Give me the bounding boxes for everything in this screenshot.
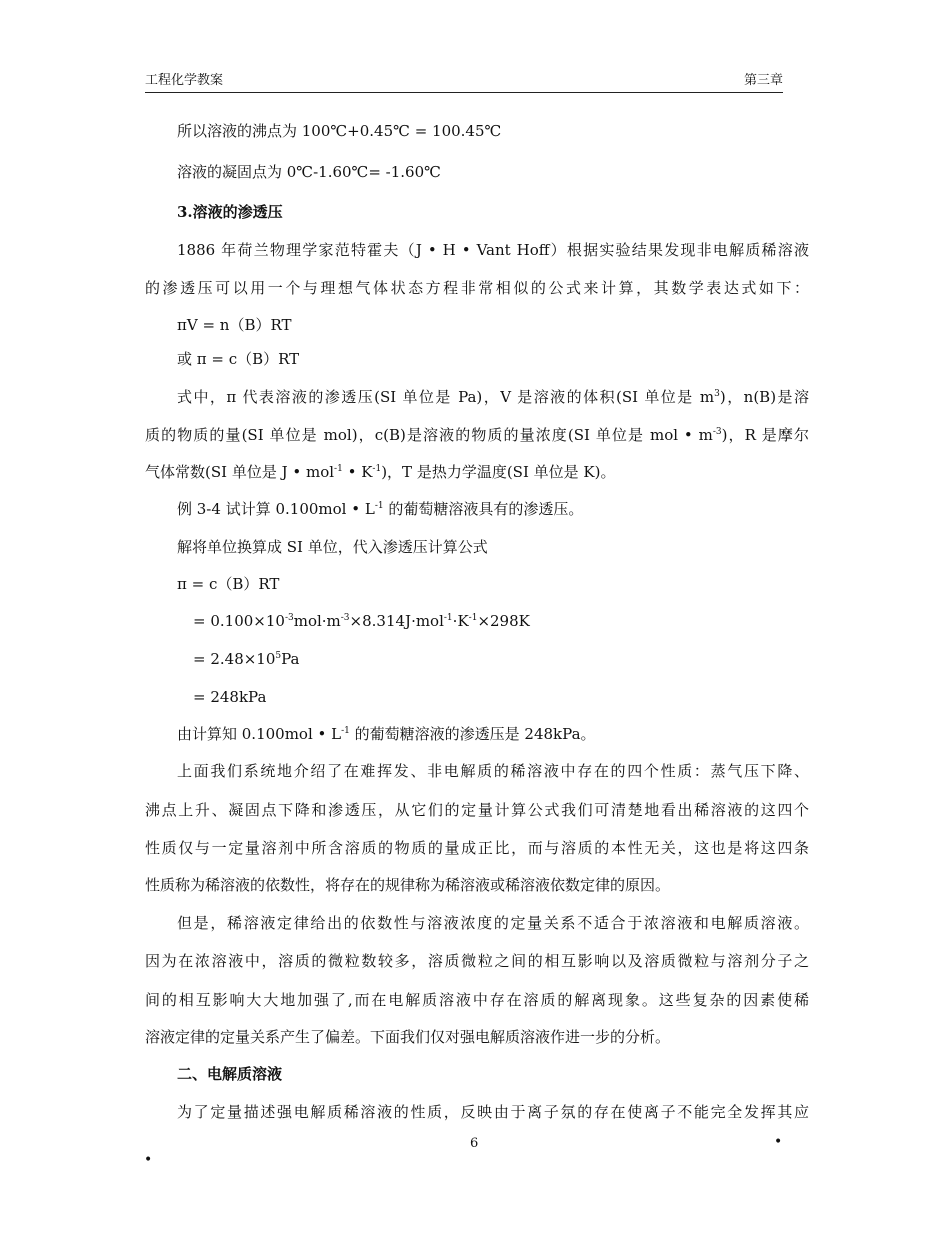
text-line: 溶液的凝固点为 0℃-1.60℃= -1.60℃ [177,163,441,181]
text-line: 但是，稀溶液定律给出的依数性与溶液浓度的定量关系不适合于浓溶液和电解质溶液。 [177,914,809,932]
page-number: 6 [470,1136,479,1151]
text-line: 气体常数(SI 单位是 J • mol$^{-1}$ • $K^{-1}$)，T 是热力学温度(SI 单位是 K)。 [145,463,616,481]
formula-line: πV = n（B）RT [177,316,292,334]
text-line: 间的相互影响大大地加强了,而在电解质溶液中存在溶质的解离现象。这些复杂的因素使稀 [145,991,809,1009]
page-header [145,66,783,93]
text-line: 例 3-4 试计算 0.100mol • $L^{-1}$ 的葡萄糖溶液具有的渗透压。 [177,500,584,518]
text-line: 所以溶液的沸点为 100℃+0.45℃ = 100.45℃ [177,122,502,140]
section-heading: 二、电解质溶液 [177,1065,283,1083]
formula-line: = $0.100\times 10^{-3}mol\cdot m^{-3}\times 8.314J\cdot mol^{-1}\cdot K^{-1}\times 298K$ [193,612,530,630]
header-title: 工程化学教案 [145,73,224,88]
text-line: 上面我们系统地介绍了在难挥发、非电解质的稀溶液中存在的四个性质：蒸气压下降、 [177,762,809,780]
text-line: 质的物质的量(SI 单位是 mol)，c(B)是溶液的物质的量浓度(SI 单位是 mol • $m^{-3}$)，R 是摩尔 [145,426,809,444]
text-line: 因为在浓溶液中，溶质的微粒数较多，溶质微粒之间的相互影响以及溶质微粒与溶剂分子之 [145,952,809,970]
formula-line: = $2.48\times 10^5Pa$ [193,650,300,668]
formula-line: = 248kPa [193,688,267,706]
formula-line: π = c（B）RT [177,575,280,593]
footer-dot: • [144,1152,153,1168]
formula-line: 或 π = c（B）RT [177,350,300,368]
text-line: 沸点上升、凝固点下降和渗透压，从它们的定量计算公式我们可清楚地看出稀溶液的这四个 [145,801,809,819]
text-line: 溶液定律的定量关系产生了偏差。下面我们仅对强电解质溶液作进一步的分析。 [145,1028,671,1046]
text-line: 的渗透压可以用一个与理想气体状态方程非常相似的公式来计算，其数学表达式如下： [145,279,809,297]
text-line: 1886 年荷兰物理学家范特霍夫（J • H • Vant Hoff）根据实验结果发现非电解质稀溶液 [177,241,809,259]
text-line: 性质称为稀溶液的依数性，将存在的规律称为稀溶液或稀溶液依数定律的原因。 [145,876,671,894]
header-chapter: 第三章 [743,73,783,88]
footer-dot: • [774,1134,783,1150]
text-line: 式中，π 代表溶液的渗透压(SI 单位是 Pa)，V 是溶液的体积(SI 单位是 $m^3$)，n(B)是溶 [177,388,809,406]
section-heading: 3.溶液的渗透压 [177,203,283,221]
text-line: 为了定量描述强电解质稀溶液的性质，反映由于离子氛的存在使离子不能完全发挥其应 [177,1103,809,1121]
text-line: 性质仅与一定量溶剂中所含溶质的物质的量成正比，而与溶质的本性无关，这也是将这四条 [145,839,809,857]
text-line: 解将单位换算成 SI 单位，代入渗透压计算公式 [177,538,488,556]
text-line: 由计算知 0.100mol • $L^{-1}$ 的葡萄糖溶液的渗透压是 248kPa。 [177,725,596,743]
